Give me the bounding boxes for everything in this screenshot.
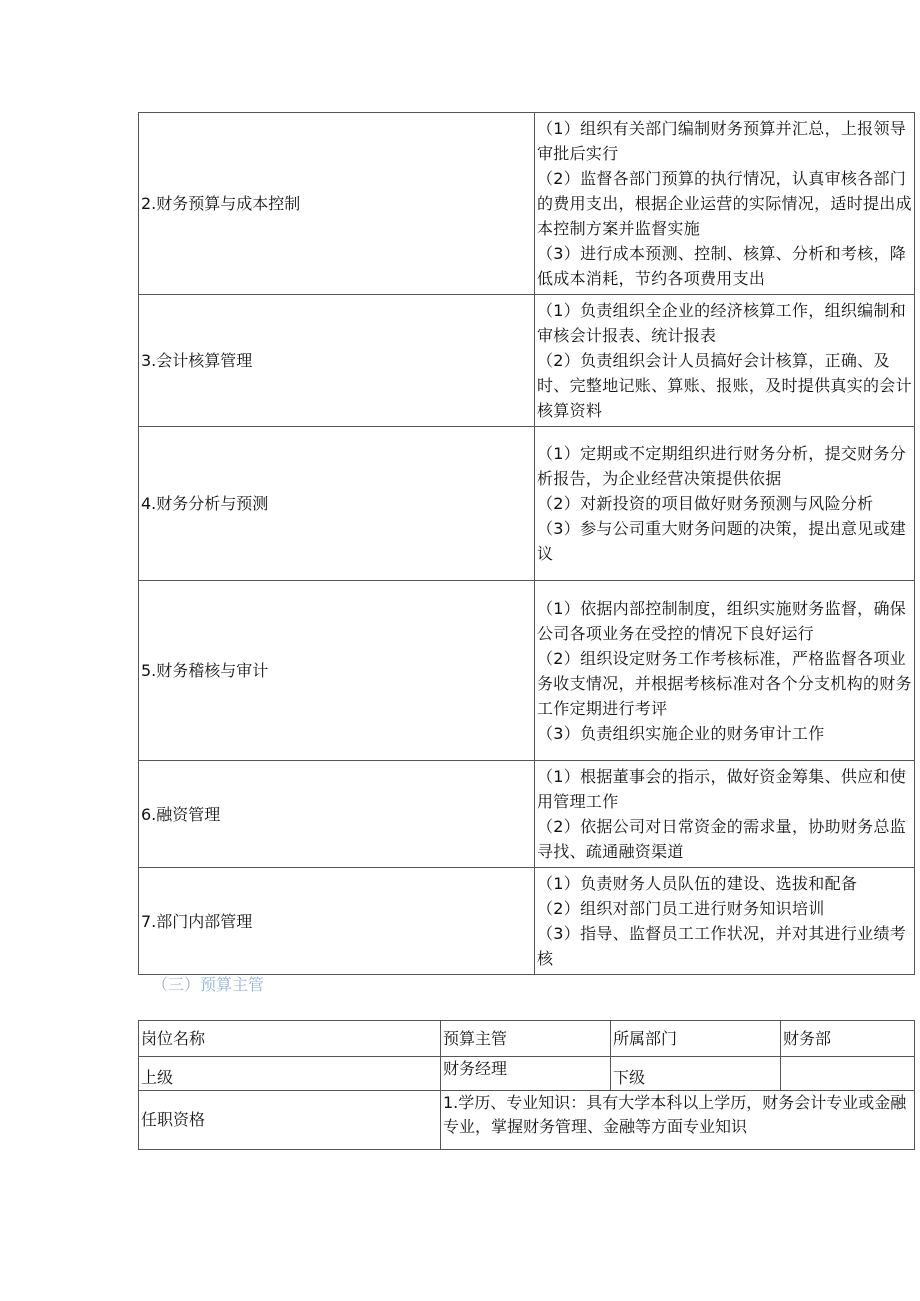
- duty-row: [139, 761, 915, 868]
- duty-task: 4.财务分析与预测: [139, 427, 535, 581]
- duty-description: [535, 761, 915, 868]
- duty-line: （2）组织设定财务工作考核标准，严格监督各项业务收支情况，并根据考核标准对各个分支机构的财务工作定期进行考评: [537, 648, 912, 718]
- duty-task: 5.财务稽核与审计: [139, 581, 535, 761]
- duties-table: [138, 112, 915, 975]
- post-dept-label: 所属部门: [611, 1021, 781, 1057]
- duty-line: （3）参与公司重大财务问题的决策，提出意见或建议: [537, 519, 907, 563]
- duty-line: （2）负责组织会计人员搞好会计核算，正确、及时、完整地记账、算账、报账，及时提供真实的会计核算资料: [537, 351, 912, 420]
- post-subordinate-value: [781, 1057, 915, 1091]
- post-name-value: 预算主管: [441, 1021, 611, 1057]
- duty-task: 3.会计核算管理: [139, 295, 535, 427]
- post-row-superior: [139, 1057, 915, 1091]
- post-info-table: [138, 1020, 915, 1150]
- duty-line: （3）负责组织实施企业的财务审计工作: [537, 723, 825, 743]
- duty-description: [535, 113, 915, 295]
- duty-line: （2）对新投资的项目做好财务预测与风险分析: [537, 494, 874, 513]
- duty-description: [535, 295, 915, 427]
- post-row-qualification: [139, 1091, 915, 1150]
- duty-line: （3）进行成本预测、控制、核算、分析和考核，降低成本消耗，节约各项费用支出: [537, 244, 907, 288]
- duty-line: （1）根据董事会的指示，做好资金筹集、供应和使用管理工作: [537, 767, 907, 811]
- duty-row: [139, 295, 915, 427]
- post-row-name: [139, 1021, 915, 1057]
- duty-row: [139, 113, 915, 295]
- post-dept-value: 财务部: [781, 1021, 915, 1057]
- duty-task: 7.部门内部管理: [139, 868, 535, 975]
- post-superior-value: 财务经理: [441, 1057, 611, 1091]
- duty-row: [139, 581, 915, 761]
- duty-line: （1）依据内部控制制度，组织实施财务监督，确保公司各项业务在受控的情况下良好运行: [537, 598, 907, 643]
- duty-line: （1）组织有关部门编制财务预算并汇总，上报领导审批后实行: [537, 119, 907, 163]
- duty-line: （1）负责组织全企业的经济核算工作，组织编制和审核会计报表、统计报表: [537, 301, 907, 345]
- duty-row: [139, 427, 915, 581]
- duty-line: （2）依据公司对日常资金的需求量，协助财务总监寻找、疏通融资渠道: [537, 817, 907, 861]
- duty-description: [535, 581, 915, 761]
- post-name-label: 岗位名称: [139, 1021, 441, 1057]
- duty-line: （1）负责财务人员队伍的建设、选拔和配备: [537, 874, 858, 893]
- post-superior-label: 上级: [139, 1057, 441, 1091]
- post-subordinate-label: 下级: [611, 1057, 781, 1091]
- duty-line: （1）定期或不定期组织进行财务分析，提交财务分析报告，为企业经营决策提供依据: [537, 444, 907, 488]
- duty-line: （2）组织对部门员工进行财务知识培训: [537, 899, 825, 918]
- duty-task: 2.财务预算与成本控制: [139, 113, 535, 295]
- post-qual-label: 任职资格: [139, 1091, 441, 1150]
- duty-row: [139, 868, 915, 975]
- duty-task: 6.融资管理: [139, 761, 535, 868]
- duty-description: [535, 868, 915, 975]
- duty-description: [535, 427, 915, 581]
- section-title: （三）预算主管: [152, 975, 265, 994]
- duty-line: （2）监督各部门预算的执行情况，认真审核各部门的费用支出，根据企业运营的实际情况，适时提出成本控制方案并监督实施: [537, 169, 912, 238]
- duty-line: （3）指导、监督员工工作状况，并对其进行业绩考核: [537, 924, 907, 968]
- post-qual-value: 1.学历、专业知识：具有大学本科以上学历，财务会计专业或金融专业，掌握财务管理、金融等方面专业知识: [441, 1091, 915, 1150]
